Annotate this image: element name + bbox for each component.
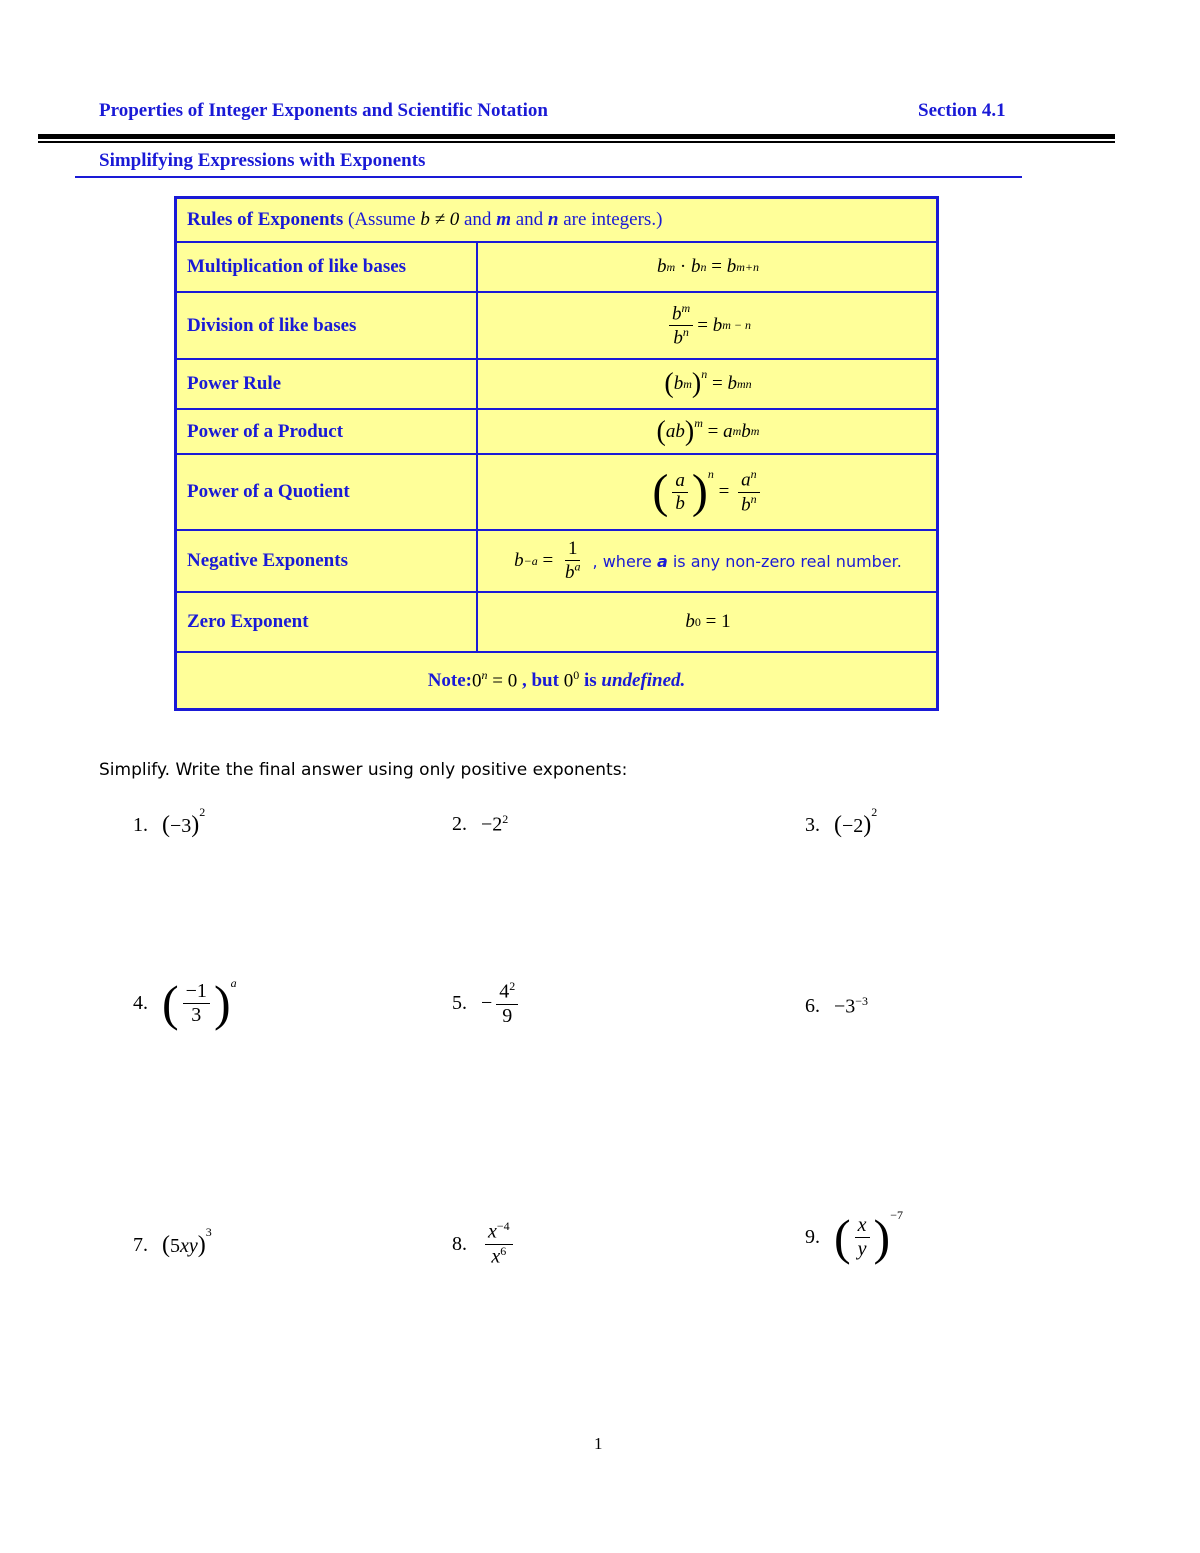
problem-number: 6. [805, 994, 820, 1017]
rule-formula: ( ab ) $^m$ = a m b m [656, 415, 760, 447]
problem-2: 2. $-2^2$ [452, 812, 509, 836]
problem-number: 4. [133, 991, 148, 1014]
instructions: Simplify. Write the final answer using only positive exponents: [99, 760, 628, 780]
problem-4: 4. ( $\frac{-1}{3}$ ) $^a$ [133, 975, 237, 1031]
table-row [177, 293, 936, 360]
table-row [177, 531, 936, 593]
problem-number: 2. [452, 812, 467, 835]
table-row [177, 593, 936, 653]
negative-exp-note: , where [592, 551, 652, 571]
page-number: 1 [594, 1434, 603, 1453]
subheading: Simplifying Expressions with Exponents [99, 150, 426, 171]
problem-8: 8. $\frac{x^{-4}}{x^6}$ [452, 1220, 517, 1268]
rule-label: Power of a Quotient [177, 455, 478, 529]
problem-3: 3. $(-2)^2$ [805, 805, 878, 838]
rule-label: Negative Exponents [177, 531, 478, 591]
subheading-divider [75, 176, 1022, 178]
problem-6: 6. $-3^{-3}$ [805, 994, 869, 1018]
rule-formula: $\frac{b^m}{b^n}$ = b m − n [480, 293, 936, 358]
note-emphasis: undefined. [601, 669, 686, 691]
rules-table [174, 196, 939, 711]
var-a: a [656, 551, 668, 571]
table-title-end: are integers.) [563, 209, 663, 230]
table-row [177, 243, 936, 293]
problem-number: 3. [805, 814, 820, 836]
rule-label: Power of a Product [177, 410, 478, 453]
table-title-and-2: and [515, 209, 544, 230]
table-row [177, 455, 936, 531]
rule-formula: b −a = $\frac{1}{b^a}$ , where a is any non-zero real number. [514, 537, 902, 584]
rule-label: Power Rule [177, 360, 478, 408]
var-m: m [496, 209, 511, 230]
rule-label: Division of like bases [177, 293, 478, 358]
problem-9: 9. ( $\frac{x}{y}$ ) $^{-7}$ [805, 1207, 903, 1265]
rule-formula: ( b m ) $^n$ = b mn [664, 366, 752, 399]
note-middle: , but [521, 669, 559, 691]
problem-number: 8. [452, 1232, 467, 1255]
note-label: Note: [427, 669, 472, 691]
problem-number: 7. [133, 1234, 148, 1256]
problem-5: 5. − $\frac{4^2}{9}$ [452, 980, 522, 1028]
header-divider-thin [38, 141, 1115, 143]
problem-1: 1. $(-3)^2$ [133, 805, 206, 838]
table-row [177, 360, 936, 410]
note-row: Note: $0^n = 0$ , but $0^0$ is undefined. [427, 668, 686, 692]
table-title-text: (Assume [348, 209, 416, 230]
table-title-and: and [464, 209, 492, 230]
table-title: Rules of Exponents [187, 209, 344, 230]
rule-label: Multiplication of like bases [177, 243, 478, 291]
table-row [177, 410, 936, 455]
rule-label: Zero Exponent [177, 593, 478, 651]
page-title: Properties of Integer Exponents and Scientific Notation [99, 100, 548, 121]
section-label: Section 4.1 [918, 100, 1006, 121]
problem-number: 1. [133, 814, 148, 836]
table-title-row [177, 199, 936, 243]
rule-formula: b m · b n = b m+n [657, 256, 759, 277]
problem-7: 7. $(5xy)^3$ [133, 1225, 212, 1258]
rule-formula: ( $\frac{a}{b}$ ) $^n$ = $\frac{a^n}{b^n}$ [480, 455, 936, 529]
negative-exp-note-rest: is any non-zero real number. [672, 551, 902, 571]
note-suffix: is [583, 669, 597, 691]
var-n: n [547, 209, 559, 230]
header-divider [38, 134, 1115, 139]
problem-number: 5. [452, 992, 467, 1015]
condition: b ≠ 0 [420, 209, 460, 230]
problem-number: 9. [805, 1225, 820, 1248]
rule-formula: b 0 = 1 [685, 611, 731, 632]
